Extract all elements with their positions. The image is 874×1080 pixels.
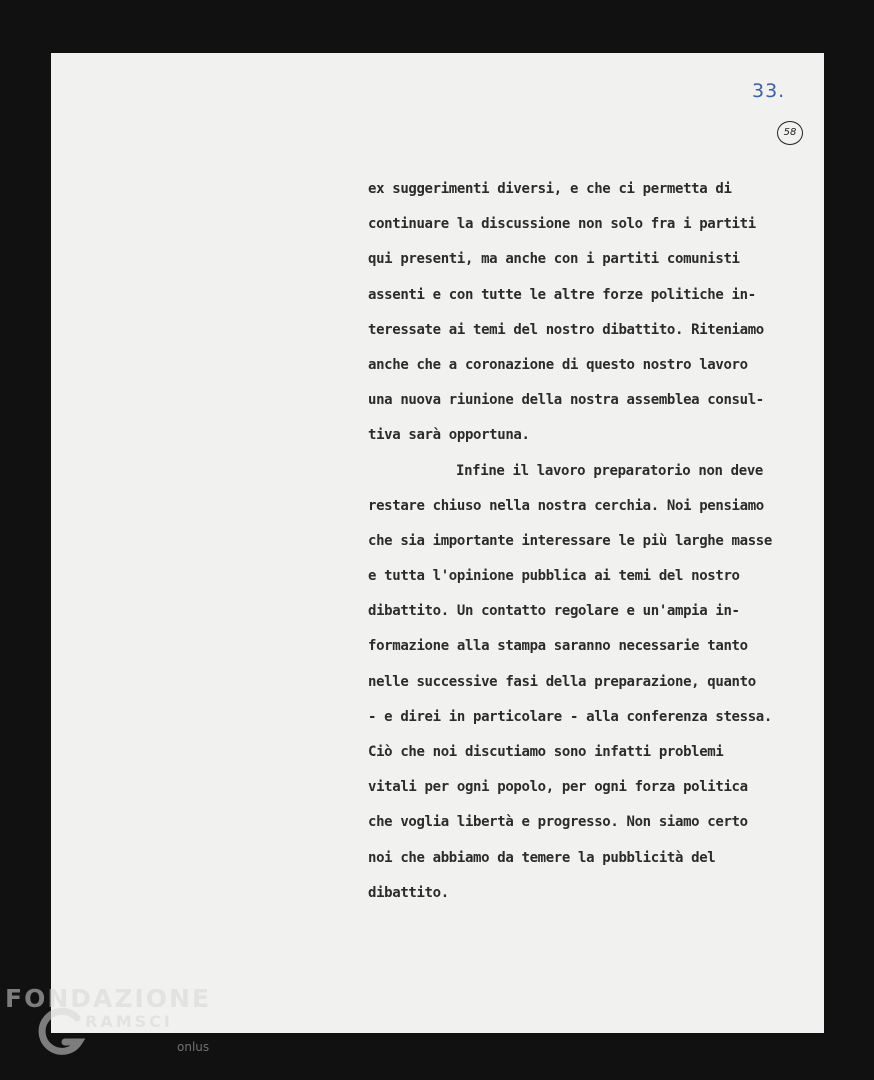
text-line: restare chiuso nella nostra cerchia. Noi pensiamo (368, 497, 764, 514)
foundation-watermark (5, 984, 212, 1054)
watermark-g-logo-icon (37, 1004, 87, 1060)
text-line: formazione alla stampa saranno necessarie tanto (368, 638, 748, 655)
archive-stamp: 58 (777, 121, 803, 145)
text-line: dibattito. (368, 884, 449, 901)
text-line: e tutta l'opinione pubblica ai temi del nostro (368, 568, 740, 585)
text-line: una nuova riunione della nostra assemblea consul- (368, 392, 764, 409)
text-line: noi che abbiamo da temere la pubblicità del (368, 849, 716, 866)
text-line: anche che a coronazione di questo nostro lavoro (368, 356, 748, 373)
text-line: teressate ai temi del nostro dibattito. Riteniamo (368, 321, 764, 338)
text-line: dibattito. Un contatto regolare e un'ampia in- (368, 603, 740, 620)
page-number: 33. (752, 80, 786, 102)
watermark-title: FONDAZIONE (5, 984, 212, 1013)
text-line: Ciò che noi discutiamo sono infatti problemi (368, 744, 724, 760)
text-line: vitali per ogni popolo, per ogni forza politica (368, 779, 748, 796)
watermark-subtitle: RAMSCI (85, 1012, 173, 1031)
text-line: che sia importante interessare le più larghe masse (368, 532, 772, 549)
text-line: tiva sarà opportuna. (368, 427, 530, 444)
watermark-suffix: onlus (177, 1040, 210, 1054)
text-line: Infine il lavoro preparatorio non deve (456, 462, 763, 479)
text-line: nelle successive fasi della preparazione, quanto (368, 673, 756, 690)
body-text (368, 177, 818, 916)
text-line: - e direi in particolare - alla conferenza stessa. (368, 708, 772, 725)
text-line: ex suggerimenti diversi, e che ci permetta di (368, 181, 732, 197)
text-line: che voglia libertà e progresso. Non siamo certo (368, 814, 748, 831)
text-line: qui presenti, ma anche con i partiti comunisti (368, 251, 740, 268)
text-line: continuare la discussione non solo fra i partiti (368, 216, 756, 233)
text-line: assenti e con tutte le altre forze politiche in- (368, 286, 756, 303)
